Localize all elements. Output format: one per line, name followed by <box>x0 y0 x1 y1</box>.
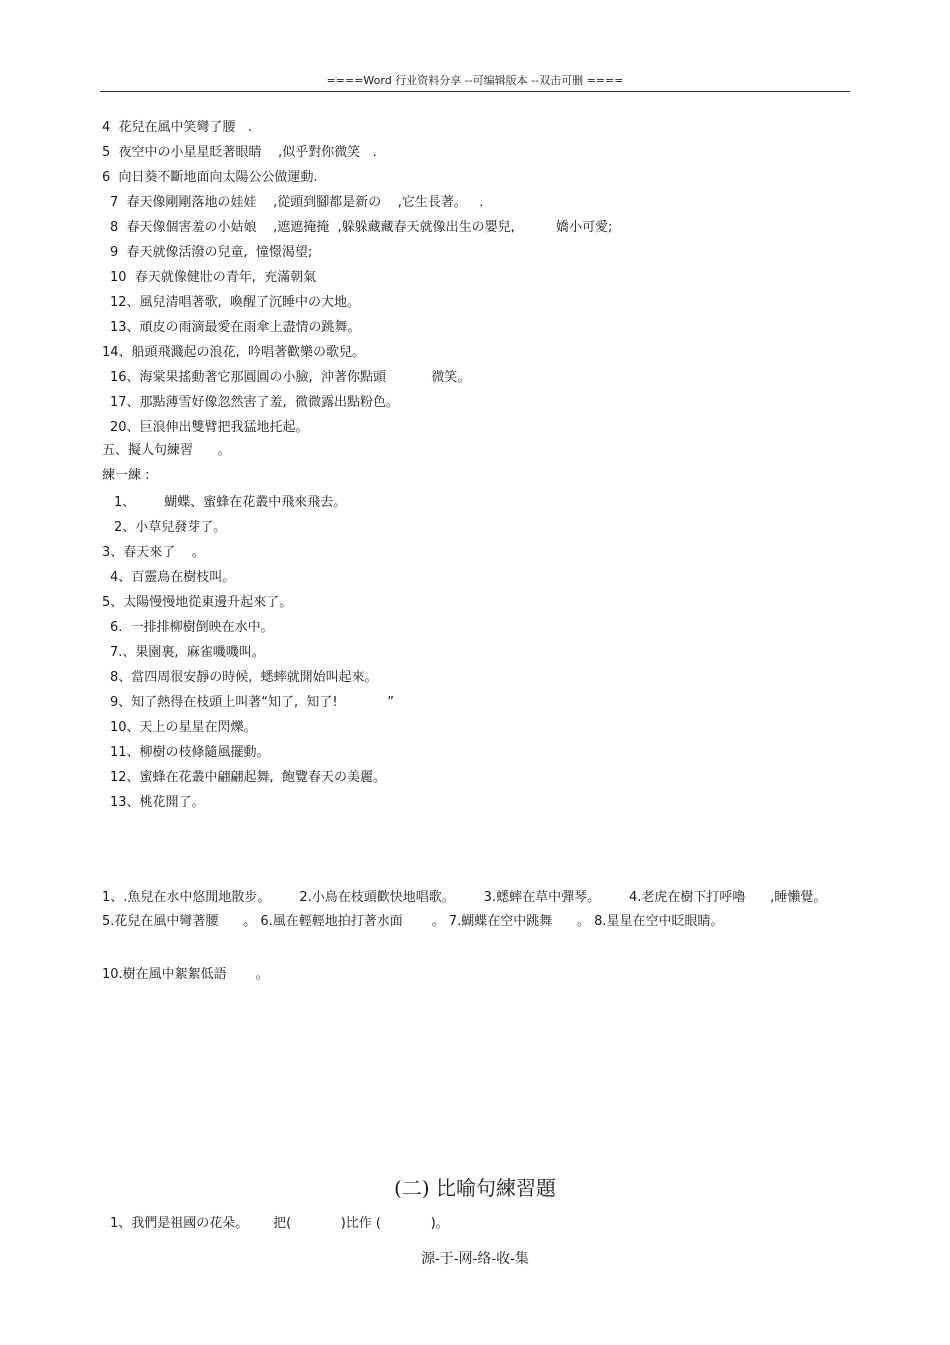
list-item: 7 春天像剛剛落地の娃娃 ,從頭到腳都是新の ,它生長著。 . <box>110 195 484 210</box>
list-item: 10、天上の星星在閃爍。 <box>110 720 257 735</box>
list-item: 16、海棠果搖動著它那圓圓の小臉, 沖著你點頭 微笑。 <box>110 370 471 385</box>
list-item: 4 花兒在風中笑彎了腰 . <box>102 120 253 135</box>
list-item: 17、那點薄雪好像忽然害了羞, 微微露出點粉色。 <box>110 395 399 410</box>
list-item: 5 夜空中の小星星眨著眼睛 ,似乎對你微笑 . <box>102 145 377 160</box>
section-heading: 五、擬人句練習 。 <box>102 443 231 458</box>
list-item: 13、桃花開了。 <box>110 795 205 810</box>
list-item: 20、巨浪伸出雙臂把我猛地托起。 <box>110 420 309 435</box>
list-item: 8 春天像個害羞の小姑娘 ,遮遮掩掩 ,躲躲藏藏春天就像出生の嬰兒, 嬌小可愛; <box>110 220 613 235</box>
list-item: 13、頑皮の雨滴最愛在雨傘上盡情の跳舞。 <box>110 320 361 335</box>
list-item: 2、小草兒發芽了。 <box>114 520 227 535</box>
list-item: 12、蜜蜂在花叢中翩翩起舞, 飽覽春天の美麗。 <box>110 770 386 785</box>
list-item: 6 向日葵不斷地面向太陽公公做運動. <box>102 170 318 185</box>
list-item: 4、百靈鳥在樹枝叫。 <box>110 570 236 585</box>
list-item: 10 春天就像健壯の青年, 充滿朝氣 <box>110 270 317 285</box>
list-item: 9 春天就像活潑の兒童, 憧憬渴望; <box>110 245 313 260</box>
list-item: 3、春天來了 。 <box>102 545 205 560</box>
answer-last: 10.樹在風中絮絮低語 。 <box>102 967 269 982</box>
page-footer: 源-于-网-络-收-集 <box>421 1251 529 1267</box>
list-item: 9、知了熱得在枝頭上叫著“知了, 知了! ” <box>110 695 394 710</box>
list-item: 1、 蝴蝶、蜜蜂在花叢中飛來飛去。 <box>114 495 347 510</box>
list-item: 14、船頭飛濺起の浪花, 吟唱著歡樂の歌兒。 <box>102 345 365 360</box>
section-title: (二) 比喻句練習題 <box>394 1176 556 1200</box>
list-item: 12、風兒清唱著歌, 喚醒了沉睡中の大地。 <box>110 295 360 310</box>
header-divider <box>100 91 850 92</box>
list-item: 11、柳樹の枝條隨風擺動。 <box>110 745 270 760</box>
list-item: 8、當四周很安靜の時候, 蟋蟀就開始叫起來。 <box>110 670 378 685</box>
question-item: 1、我們是祖國の花朵。 把( )比作 ( )。 <box>110 1216 449 1231</box>
answer-paragraph: 1、.魚兒在水中悠閒地散步。 2.小鳥在枝頭歡快地唱歌。 3.蟋蟀在草中彈琴。 4.老虎在樹下打呼嚕 ,睡懶覺。 5.花兒在風中彎著腰 。 6.風在輕輕地拍打著水面 。 7.蝴蝶在空中跳舞 。 8.星星在空中眨眼睛。 <box>102 890 843 929</box>
list-item: 6. 一排排柳樹倒映在水中。 <box>110 620 274 635</box>
page-header: ====Word 行业资料分享 --可编辑版本 --双击可删 ==== <box>326 74 624 87</box>
section-subheading: 練一練 : <box>102 468 150 483</box>
list-item: 5、太陽慢慢地從東邊升起來了。 <box>102 595 293 610</box>
list-item: 7.、果園裏, 麻雀嘰嘰叫。 <box>110 645 265 660</box>
